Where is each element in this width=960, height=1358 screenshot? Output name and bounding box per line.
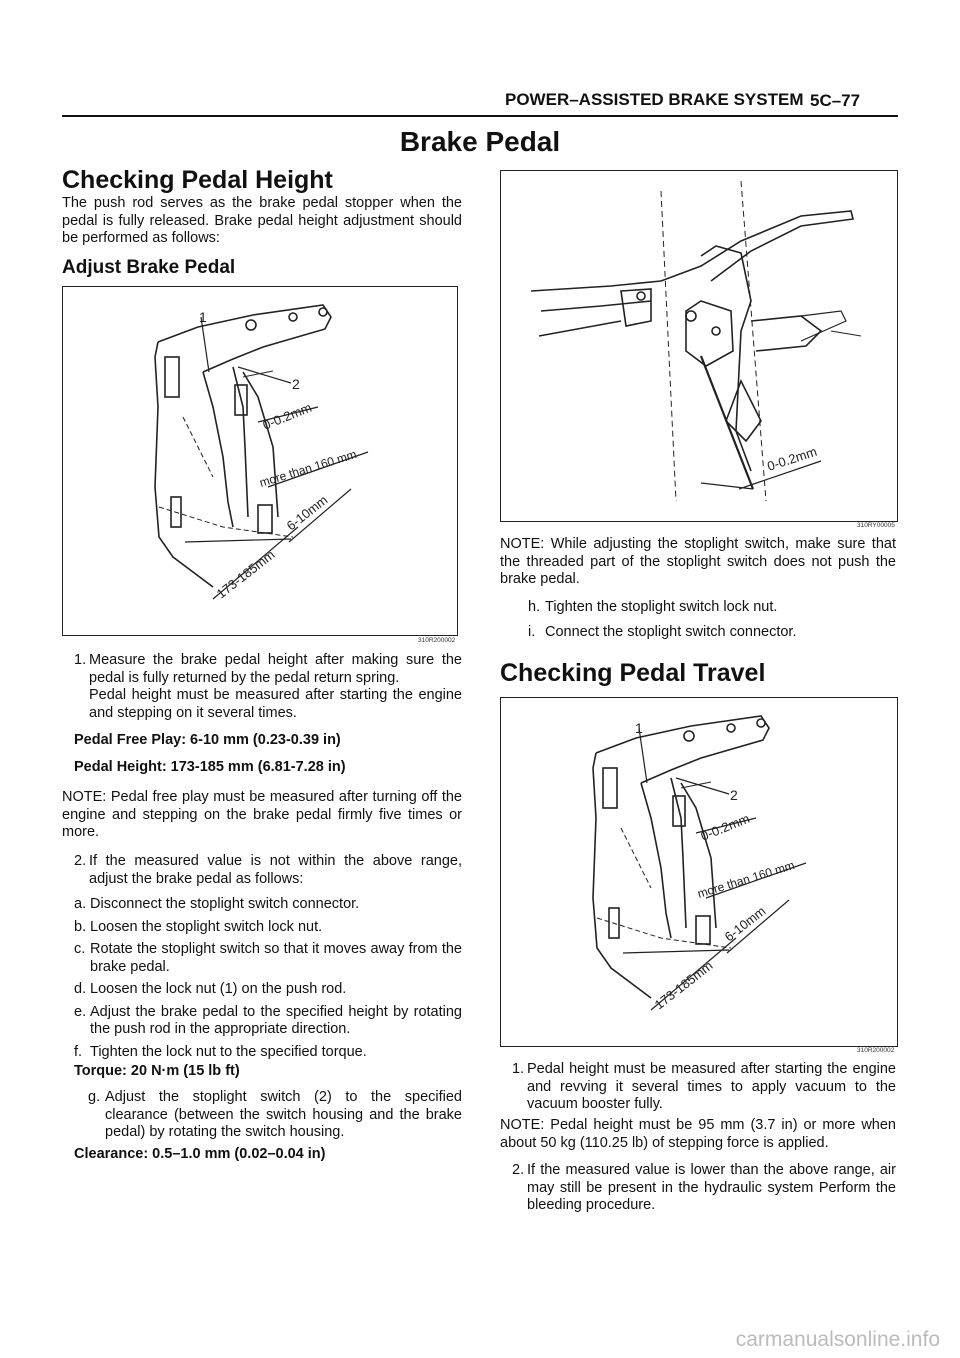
fig2-label-clearance: 0-0.2mm — [765, 443, 819, 474]
figure-pedal-travel — [500, 697, 898, 1047]
fig1-callout-1: 1 — [199, 309, 207, 325]
substep-h: h. Tighten the stoplight switch lock nut. — [528, 599, 778, 615]
note-stoplight: NOTE: While adjusting the stoplight switch, make sure that the threaded part of the stoplight switch does not push the brake pedal. — [500, 536, 896, 587]
travel-step-1: 1. Pedal height must be measured after starting the engine and revving it several times to apply vacuum to the vacuum booster fully. — [512, 1061, 896, 1112]
substep-b: b. Loosen the stoplight switch lock nut. — [74, 918, 323, 935]
substep-a: a. Disconnect the stoplight switch connector. — [74, 896, 360, 912]
spec-free-play: Pedal Free Play: 6-10 mm (0.23-0.39 in) — [74, 732, 341, 748]
heading-checking-pedal-travel: Checking Pedal Travel — [500, 659, 766, 687]
fig3-callout-2: 2 — [730, 787, 738, 803]
substep-f: f. Tighten the lock nut to the specified torque. — [74, 1043, 367, 1060]
fig1-label-clearance: 0-0.2mm — [260, 399, 314, 433]
step-1-number: 1. — [74, 652, 87, 668]
fig1-label-freeplay: 6-10mm — [283, 492, 331, 534]
fig1-label-min: more than 160 mm — [257, 447, 359, 490]
intro-paragraph: The push rod serves as the brake pedal stopper when the pedal is fully released. Brake pedal height adjustment should be performed as follows: — [62, 195, 462, 246]
substep-g: g. Adjust the stoplight switch (2) to the specified clearance (between the switch housing and the brake pedal) by rotating the switch housing. — [88, 1089, 462, 1140]
figure-pedal-height — [62, 286, 458, 636]
figure2-code: 310RY00005 — [857, 522, 895, 529]
fig3-callout-1: 1 — [635, 720, 643, 736]
page-number: 5C–77 — [810, 91, 861, 110]
fig3-label-height: 173-185mm — [651, 957, 716, 1013]
travel-step-2: 2. If the measured value is lower than the above range, air may still be present in the hydraulic system Perform the bleeding procedure. — [512, 1162, 896, 1213]
fig1-label-height: 173-185mm — [213, 546, 278, 602]
figure-stoplight-switch — [500, 170, 898, 522]
spec-pedal-height: Pedal Height: 173-185 mm (6.81-7.28 in) — [74, 759, 346, 775]
header-rule — [62, 115, 898, 117]
fig1-callout-2: 2 — [292, 376, 300, 392]
note-pedal-height: NOTE: Pedal height must be 95 mm (3.7 in) or more when about 50 kg (110.25 lb) of stepping force is applied. — [500, 1117, 896, 1151]
stoplight-diagram — [501, 171, 897, 521]
spec-torque: Torque: 20 N·m (15 lb ft) — [74, 1063, 240, 1079]
pedal-diagram-1 — [63, 287, 457, 635]
spec-clearance: Clearance: 0.5–1.0 mm (0.02–0.04 in) — [74, 1146, 326, 1162]
footer-watermark: carmanualsonline.info — [735, 1328, 940, 1351]
step-1 — [74, 652, 462, 687]
figure1-code: 310R200002 — [418, 637, 456, 644]
step-2 — [74, 853, 462, 888]
page-title: Brake Pedal — [399, 126, 561, 157]
section-title: POWER–ASSISTED BRAKE SYSTEM — [505, 90, 804, 109]
step-1-note: Pedal height must be measured after starting the engine and stepping on it several times. — [89, 687, 462, 721]
fig3-label-freeplay: 6-10mm — [721, 903, 769, 945]
step-2-text: If the measured value is not within the above range, adjust the brake pedal as follows: — [89, 853, 462, 887]
substep-c: c. Rotate the stoplight switch so that it moves away from the brake pedal. — [74, 941, 462, 975]
substep-i: i. Connect the stoplight switch connector. — [528, 624, 797, 640]
note-free-play: NOTE: Pedal free play must be measured after turning off the engine and stepping on the brake pedal firmly five times or more. — [62, 789, 462, 840]
substep-d: d. Loosen the lock nut (1) on the push rod. — [74, 981, 347, 997]
step-1-text: Measure the brake pedal height after making sure the pedal is fully returned by the pedal return spring. — [89, 652, 462, 686]
pedal-diagram-2 — [501, 698, 897, 1046]
figure3-code: 310R200002 — [857, 1047, 895, 1054]
substep-e: e. Adjust the brake pedal to the specified height by rotating the push rod in the appropriate direction. — [74, 1003, 462, 1037]
subheading-adjust-brake-pedal: Adjust Brake Pedal — [62, 257, 236, 278]
step-2-number: 2. — [74, 853, 87, 869]
fig3-label-min: more than 160 mm — [695, 858, 797, 901]
heading-checking-pedal-height: Checking Pedal Height — [62, 166, 333, 194]
adjust-substeps — [74, 896, 462, 1061]
fig3-label-clearance: 0-0.2mm — [698, 810, 752, 844]
